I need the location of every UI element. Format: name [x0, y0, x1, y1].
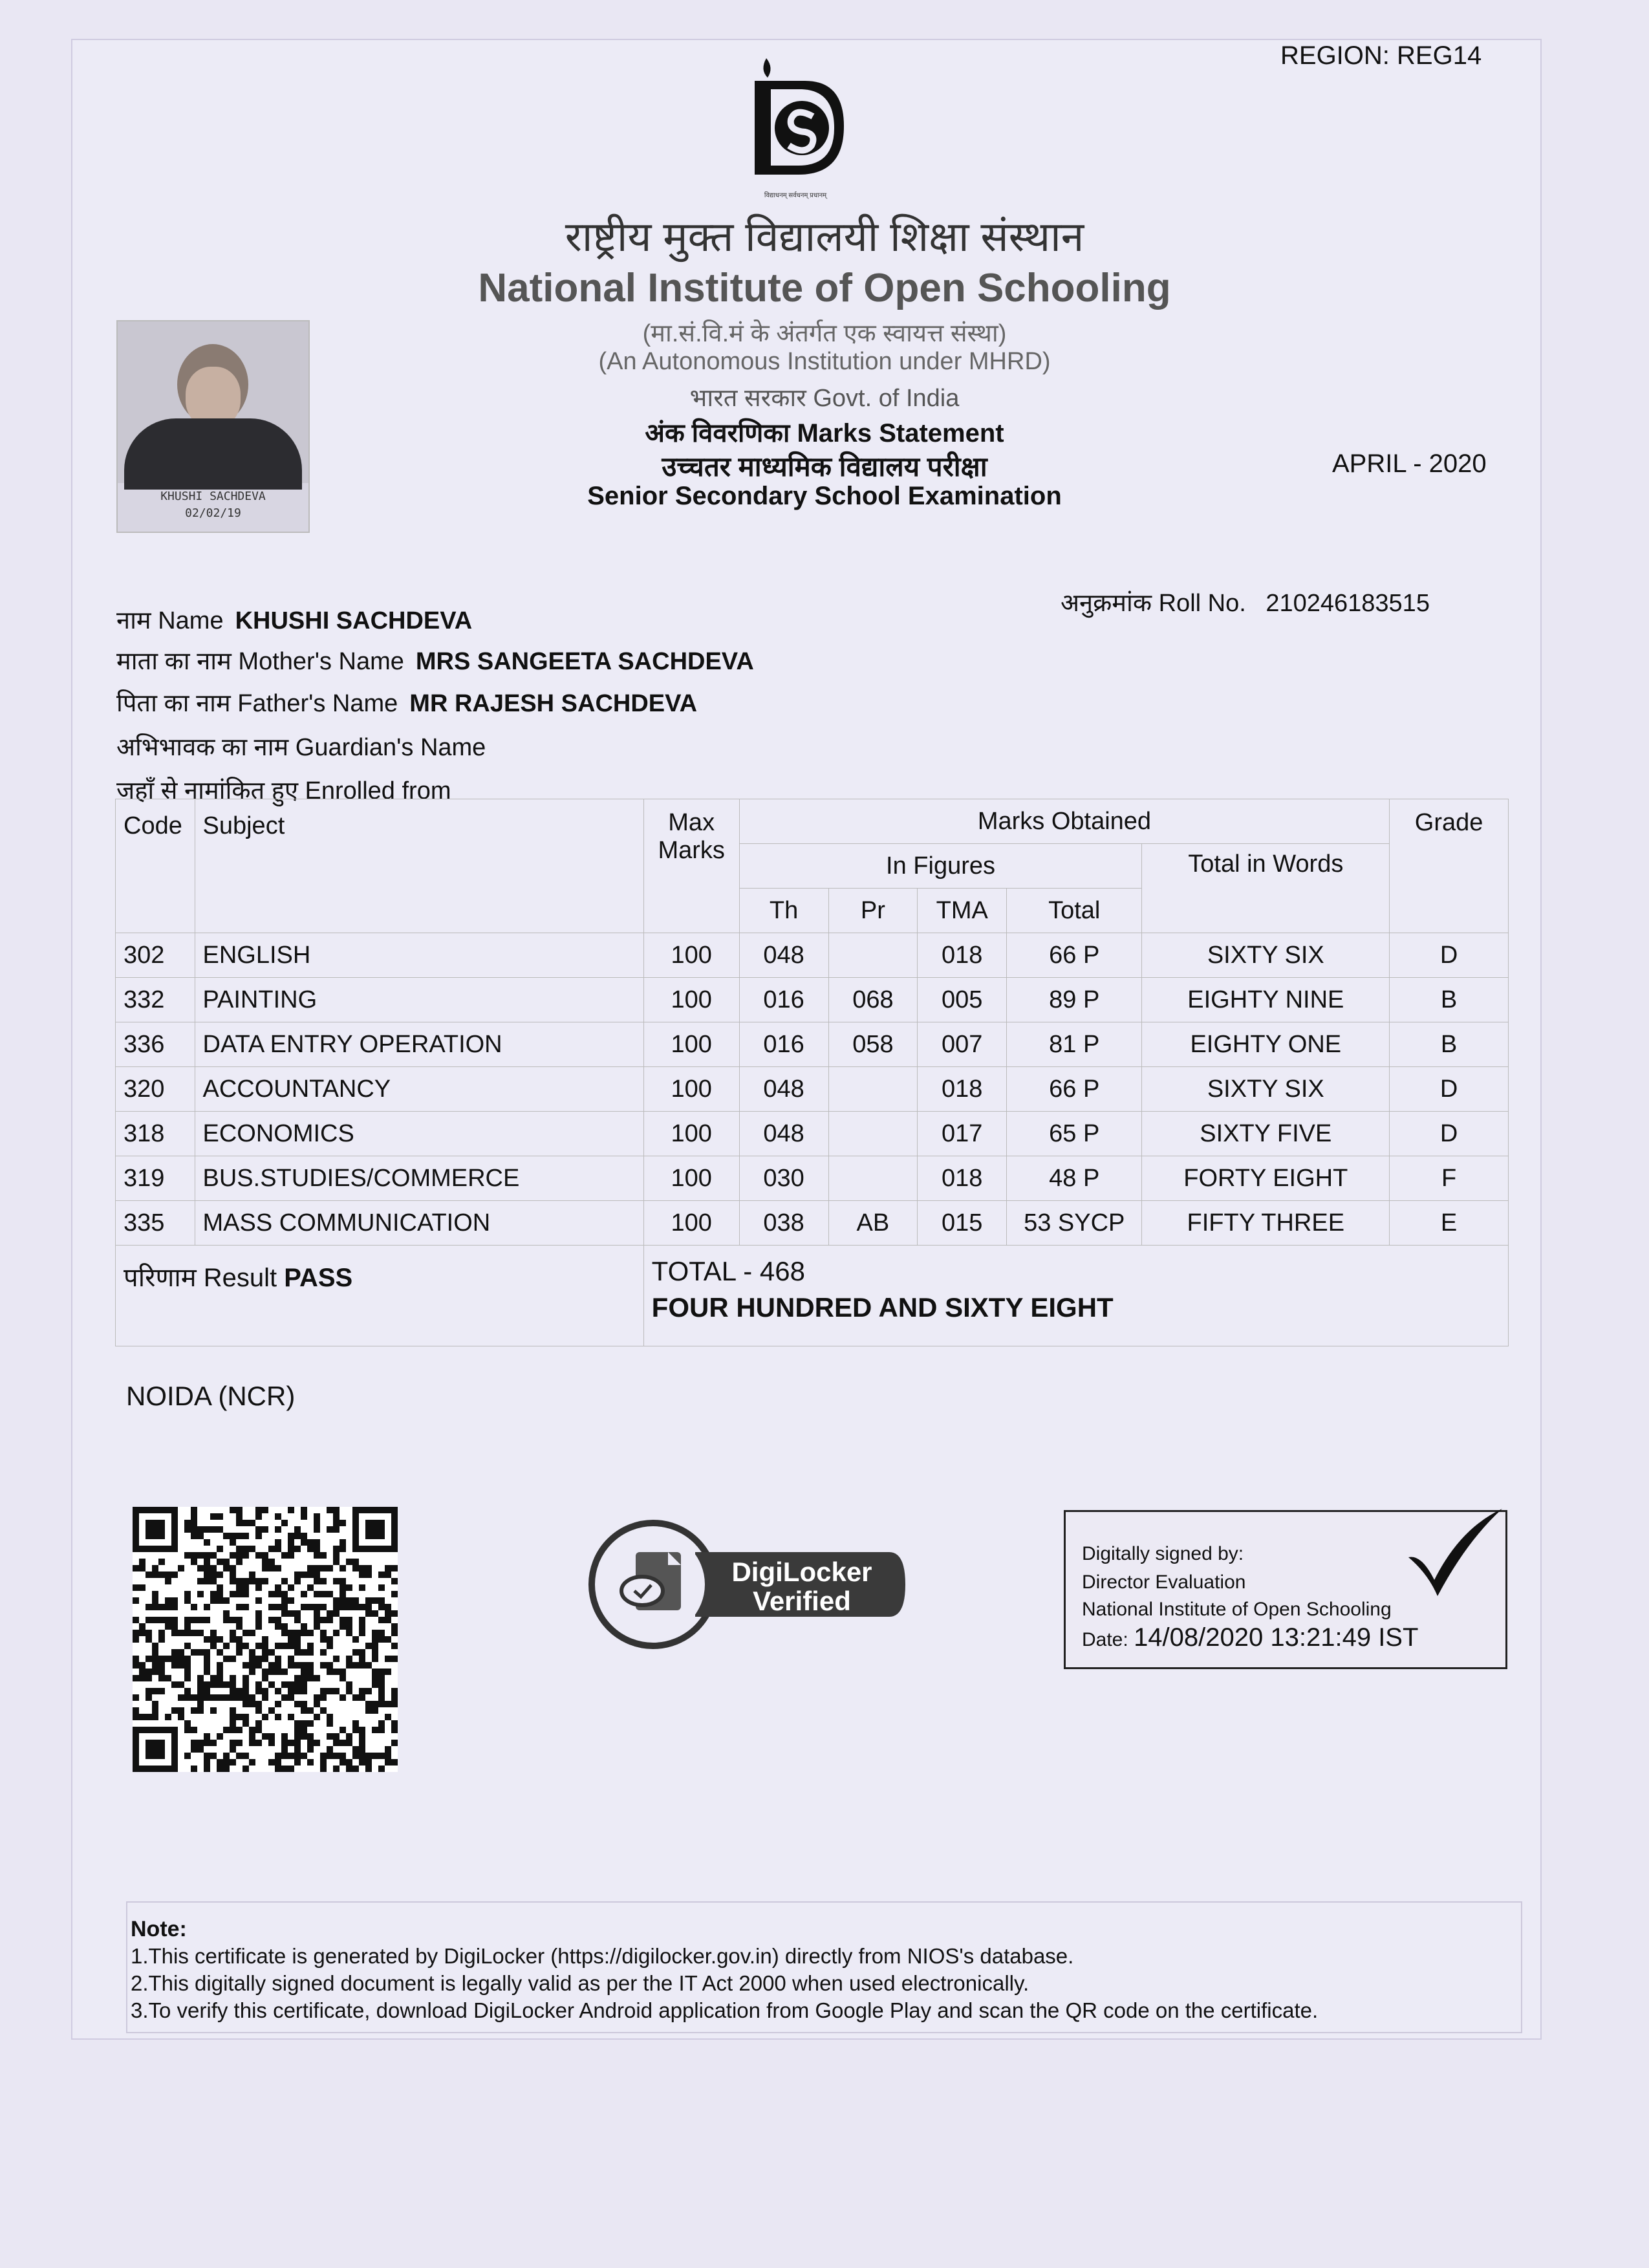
guardian-row — [116, 729, 486, 763]
father-row — [116, 686, 697, 719]
tma-cell: 005 — [918, 978, 1007, 1022]
table-row — [116, 1201, 1509, 1246]
subject-cell: DATA ENTRY OPERATION — [195, 1022, 643, 1067]
header-th: Th — [739, 889, 828, 933]
max-marks-cell: 100 — [643, 1067, 739, 1112]
table-row — [116, 978, 1509, 1022]
note-title: Note: — [131, 1917, 187, 1941]
table-row — [116, 1067, 1509, 1112]
header-marks-obtained: Marks Obtained — [739, 799, 1390, 844]
note-item: 2.This digitally signed document is legally valid as per the IT Act 2000 when used electronically. — [131, 1971, 1029, 1995]
marks-statement-title: अंक विवरणिका Marks Statement — [645, 419, 1004, 448]
student-photo — [116, 320, 310, 533]
code-cell: 336 — [116, 1022, 195, 1067]
max-marks-cell: 100 — [643, 978, 739, 1022]
father-label: पिता का नाम Father's Name — [116, 690, 398, 717]
total-cell: 53 SYCP — [1007, 1201, 1142, 1246]
signature-date-row — [1082, 1623, 1418, 1652]
exam-session: APRIL - 2020 — [1332, 449, 1487, 478]
guardian-label: अभिभावक का नाम Guardian's Name — [116, 734, 486, 761]
roll-label: अनुक्रमांक Roll No. — [1061, 590, 1246, 617]
practical-cell: 058 — [828, 1022, 918, 1067]
total-words-cell: SIXTY FIVE — [1142, 1112, 1390, 1156]
total-cell: 65 P — [1007, 1112, 1142, 1156]
max-marks-cell: 100 — [643, 1022, 739, 1067]
header-code: Code — [116, 799, 195, 933]
title-hindi: राष्ट्रीय मुक्त विद्यालयी शिक्षा संस्थान — [565, 213, 1084, 260]
header-max-marks: Max Marks — [643, 799, 739, 933]
name-label: नाम Name — [116, 607, 224, 634]
subject-cell: ECONOMICS — [195, 1112, 643, 1156]
tma-cell: 007 — [918, 1022, 1007, 1067]
enrolled-label: जहाँ से नामांकित हुए Enrolled from — [116, 777, 451, 805]
subject-cell: BUS.STUDIES/COMMERCE — [195, 1156, 643, 1201]
theory-cell: 048 — [739, 1067, 828, 1112]
roll-number: 210246183515 — [1266, 590, 1430, 617]
photo-caption-date: 02/02/19 — [185, 506, 241, 520]
result-value: PASS — [284, 1264, 353, 1292]
exam-name-english: Senior Secondary School Examination — [587, 482, 1062, 510]
signed-by-label: Digitally signed by: — [1082, 1543, 1244, 1564]
digilocker-label: DigiLocker — [731, 1557, 872, 1587]
theory-cell: 030 — [739, 1156, 828, 1201]
header-grade: Grade — [1390, 799, 1509, 933]
code-cell: 332 — [116, 978, 195, 1022]
header-total: Total — [1007, 889, 1142, 933]
subtitle-english: (An Autonomous Institution under MHRD) — [598, 348, 1051, 375]
roll-row — [1061, 585, 1430, 619]
name-row — [116, 603, 472, 636]
mother-label: माता का नाम Mother's Name — [116, 648, 404, 675]
max-marks-cell: 100 — [643, 1112, 739, 1156]
result-label: परिणाम Result — [124, 1264, 277, 1292]
tma-cell: 018 — [918, 933, 1007, 978]
table-row — [116, 1112, 1509, 1156]
total-cell: 81 P — [1007, 1022, 1142, 1067]
code-cell: 319 — [116, 1156, 195, 1201]
note-item: 1.This certificate is generated by DigiLocker (https://digilocker.gov.in) directly from NIOS's database. — [131, 1944, 1074, 1968]
header-subject: Subject — [195, 799, 643, 933]
code-cell: 335 — [116, 1201, 195, 1246]
subject-cell: ACCOUNTANCY — [195, 1067, 643, 1112]
total-words-cell: FIFTY THREE — [1142, 1201, 1390, 1246]
grade-cell: D — [1390, 933, 1509, 978]
grade-cell: D — [1390, 1112, 1509, 1156]
student-name: KHUSHI SACHDEVA — [235, 607, 473, 634]
max-marks-cell: 100 — [643, 933, 739, 978]
total-cell: 89 P — [1007, 978, 1142, 1022]
grand-total: TOTAL - 468 — [651, 1256, 805, 1286]
table-row — [116, 1022, 1509, 1067]
region-label: REGION: REG14 — [1280, 41, 1482, 70]
tma-cell: 018 — [918, 1156, 1007, 1201]
location-label: NOIDA (NCR) — [126, 1381, 296, 1411]
signer-title: Director Evaluation — [1082, 1571, 1246, 1593]
subject-cell: PAINTING — [195, 978, 643, 1022]
note-box — [126, 1901, 1522, 2033]
practical-cell — [828, 1112, 918, 1156]
signer-org: National Institute of Open Schooling — [1082, 1599, 1392, 1620]
subtitle-hindi: (मा.सं.वि.मं के अंतर्गत एक स्वायत्त संस्था) — [642, 320, 1007, 347]
total-cell: 66 P — [1007, 933, 1142, 978]
total-words-cell: SIXTY SIX — [1142, 1067, 1390, 1112]
nios-logo-icon — [740, 52, 850, 207]
total-words-cell: SIXTY SIX — [1142, 933, 1390, 978]
mother-name: MRS SANGEETA SACHDEVA — [415, 648, 754, 675]
signature-date: 14/08/2020 13:21:49 IST — [1134, 1623, 1419, 1652]
father-name: MR RAJESH SACHDEVA — [409, 690, 698, 717]
header-pr: Pr — [828, 889, 918, 933]
max-marks-cell: 100 — [643, 1201, 739, 1246]
total-words-cell: EIGHTY ONE — [1142, 1022, 1390, 1067]
subject-cell: ENGLISH — [195, 933, 643, 978]
total-words-cell: FORTY EIGHT — [1142, 1156, 1390, 1201]
date-label: Date: — [1082, 1629, 1128, 1650]
grade-cell: F — [1390, 1156, 1509, 1201]
theory-cell: 048 — [739, 933, 828, 978]
tma-cell: 017 — [918, 1112, 1007, 1156]
marks-table — [115, 799, 1509, 1346]
verified-label: Verified — [753, 1586, 851, 1616]
qr-code-icon[interactable] — [133, 1507, 398, 1772]
table-row — [116, 1156, 1509, 1201]
practical-cell — [828, 1156, 918, 1201]
mother-row — [116, 643, 754, 677]
header-total-in-words: Total in Words — [1142, 844, 1390, 933]
logo-motto: विद्याधनम् सर्वधनम् प्रधानम् — [764, 192, 827, 199]
title-english: National Institute of Open Schooling — [478, 266, 1171, 310]
practical-cell — [828, 933, 918, 978]
govt-line: भारत सरकार Govt. of India — [689, 385, 960, 412]
result-row — [116, 1246, 1509, 1346]
grade-cell: D — [1390, 1067, 1509, 1112]
theory-cell: 038 — [739, 1201, 828, 1246]
theory-cell: 016 — [739, 978, 828, 1022]
total-cell: 66 P — [1007, 1067, 1142, 1112]
subject-cell: MASS COMMUNICATION — [195, 1201, 643, 1246]
checkmark-icon — [1402, 1502, 1505, 1599]
theory-cell: 016 — [739, 1022, 828, 1067]
grade-cell: E — [1390, 1201, 1509, 1246]
grade-cell: B — [1390, 978, 1509, 1022]
photo-caption-name: KHUSHI SACHDEVA — [160, 490, 266, 503]
total-words-cell: EIGHTY NINE — [1142, 978, 1390, 1022]
code-cell: 302 — [116, 933, 195, 978]
practical-cell: 068 — [828, 978, 918, 1022]
grade-cell: B — [1390, 1022, 1509, 1067]
tma-cell: 018 — [918, 1067, 1007, 1112]
exam-name-hindi: उच्चतर माध्यमिक विद्यालय परीक्षा — [662, 451, 987, 482]
grand-total-words: FOUR HUNDRED AND SIXTY EIGHT — [651, 1292, 1114, 1323]
table-row — [116, 933, 1509, 978]
total-cell: 48 P — [1007, 1156, 1142, 1201]
code-cell: 318 — [116, 1112, 195, 1156]
digital-signature-box — [1064, 1510, 1507, 1669]
practical-cell — [828, 1067, 918, 1112]
tma-cell: 015 — [918, 1201, 1007, 1246]
max-marks-cell: 100 — [643, 1156, 739, 1201]
note-item: 3.To verify this certificate, download DigiLocker Android application from Google Play and scan the QR code on the certificate. — [131, 1998, 1319, 2022]
digilocker-verified-badge — [585, 1517, 909, 1652]
code-cell: 320 — [116, 1067, 195, 1112]
practical-cell: AB — [828, 1201, 918, 1246]
theory-cell: 048 — [739, 1112, 828, 1156]
header-tma: TMA — [918, 889, 1007, 933]
header-in-figures: In Figures — [739, 844, 1142, 889]
